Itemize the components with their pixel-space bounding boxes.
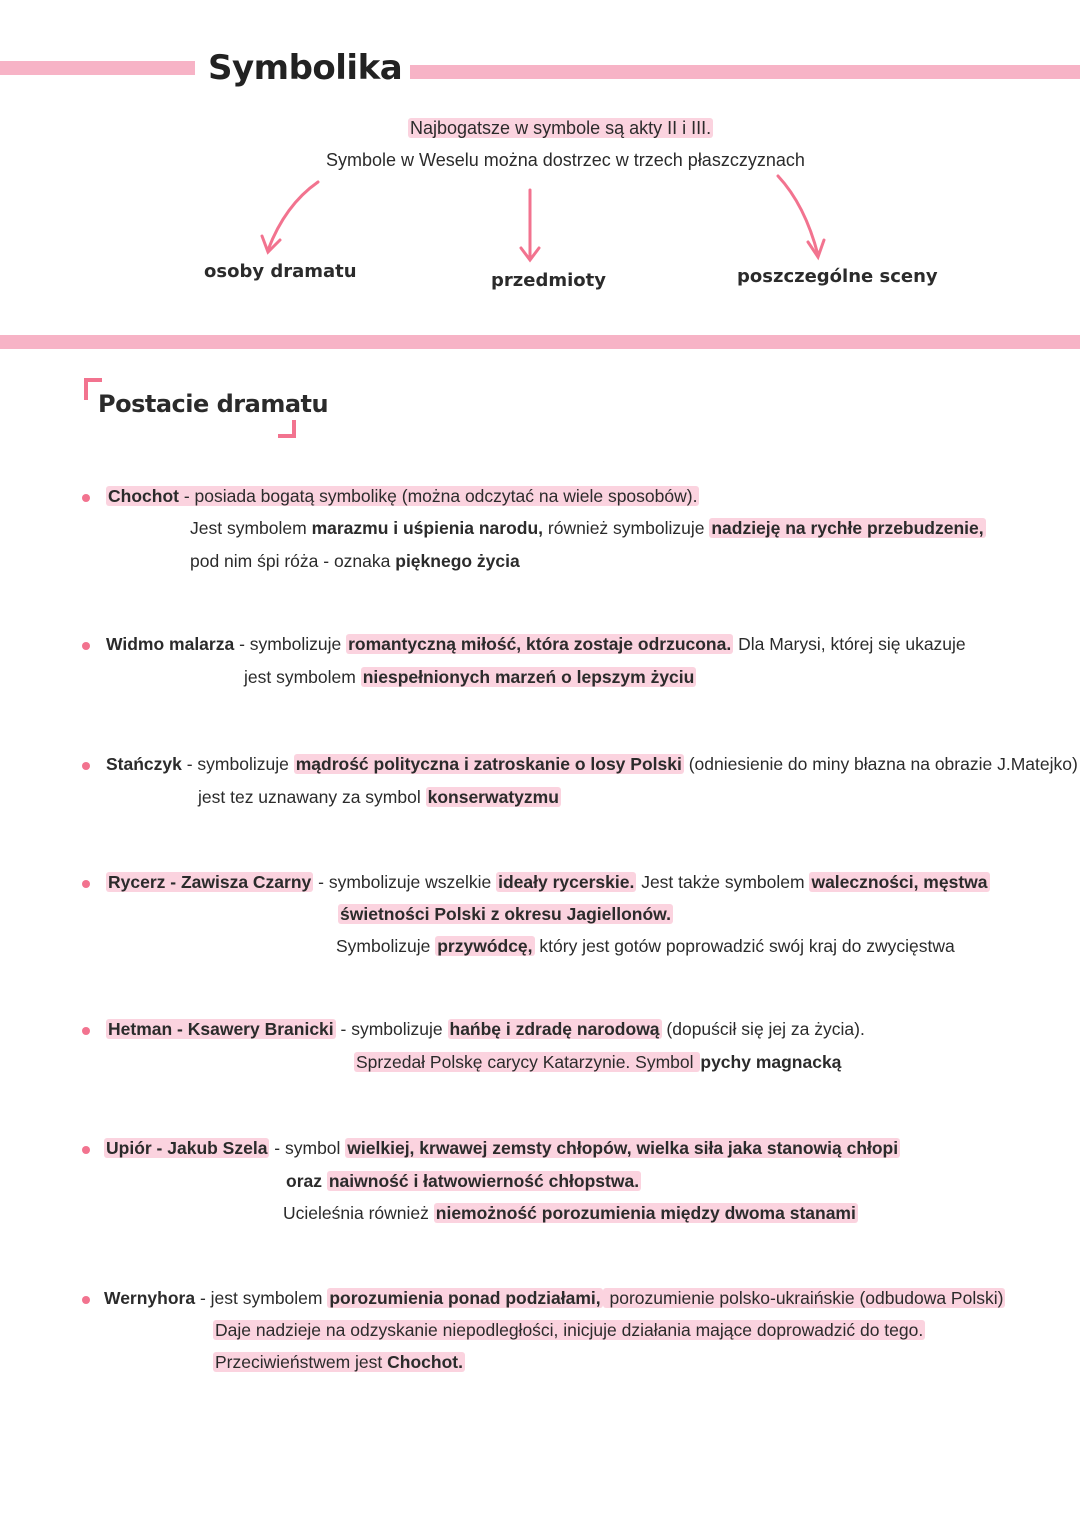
entry-wernyhora-line-3: Przeciwieństwem jest Chochot. xyxy=(215,1352,463,1372)
intro-line-2: Symbole w Weselu można dostrzec w trzech płaszczyznach xyxy=(326,150,805,170)
entry-upior-line-1: Upiór - Jakub Szela - symbol wielkiej, krwawej zemsty chłopów, wielka siła jaka stanowią chłopi xyxy=(106,1138,899,1158)
intro-line-1: Najbogatsze w symbole są akty II i III. xyxy=(410,118,712,138)
entry-upior-line-2: oraz naiwność i łatwowierność chłopstwa. xyxy=(286,1171,640,1191)
bullet xyxy=(82,1027,90,1035)
entry-hetman-line-1: Hetman - Ksawery Branicki - symbolizuje hańbę i zdradę narodową (dopuścił się jej za życia). xyxy=(108,1019,865,1039)
bullet xyxy=(82,642,90,650)
entry-chochot-line-1: Chochot - posiada bogatą symbolikę (można odczytać na wiele sposobów). xyxy=(108,486,698,506)
corner-bottom-right xyxy=(278,420,296,438)
section-title: Postacie dramatu xyxy=(98,390,329,418)
entry-upior-line-3: Ucieleśnia również niemożność porozumienia między dwoma stanami xyxy=(283,1203,856,1223)
entry-widmo-line-2: jest symbolem niespełnionych marzeń o lepszym życiu xyxy=(244,667,695,687)
entry-rycerz-line-3: Symbolizuje przywódcę, który jest gotów poprowadzić swój kraj do zwycięstwa xyxy=(336,936,955,956)
entry-stanczyk-line-1: Stańczyk - symbolizuje mądrość polityczna i zatroskanie o losy Polski (odniesienie do miny błazna na obrazie J.Matejko) xyxy=(106,754,1078,774)
branch-poszczegolne-sceny: poszczególne sceny xyxy=(737,266,938,287)
bullet xyxy=(82,1146,90,1154)
entry-chochot-line-3: pod nim śpi róża - oznaka pięknego życia xyxy=(190,551,520,571)
bullet xyxy=(82,1296,90,1304)
divider-band xyxy=(0,335,1080,349)
bullet xyxy=(82,762,90,770)
entry-hetman-line-2: Sprzedał Polskę carycy Katarzynie. Symbol pychy magnacką xyxy=(356,1052,842,1072)
entry-wernyhora-line-1: Wernyhora - jest symbolem porozumienia ponad podziałami, porozumienie polsko-ukraińskie (odbudowa Polski) xyxy=(104,1288,1004,1308)
arrow-left xyxy=(268,182,318,250)
entry-widmo-line-1: Widmo malarza - symbolizuje romantyczną miłość, która zostaje odrzucona. Dla Marysi, której się ukazuje xyxy=(106,634,966,654)
entry-rycerz-line-2: świetności Polski z okresu Jagiellonów. xyxy=(340,904,671,924)
entry-stanczyk-line-2: jest tez uznawany za symbol konserwatyzmu xyxy=(198,787,559,807)
branch-osoby-dramatu: osoby dramatu xyxy=(204,261,357,282)
bullet xyxy=(82,880,90,888)
entry-rycerz-line-1: Rycerz - Zawisza Czarny - symbolizuje wszelkie ideały rycerskie. Jest także symbolem waleczności, męstwa xyxy=(108,872,988,892)
arrow-right xyxy=(778,176,818,255)
branch-przedmioty: przedmioty xyxy=(491,270,606,291)
page-title: Symbolika xyxy=(200,48,410,88)
entry-chochot-line-2: Jest symbolem marazmu i uśpienia narodu, również symbolizuje nadzieję na rychłe przebudzenie, xyxy=(190,518,984,538)
entry-wernyhora-line-2: Daje nadzieje na odzyskanie niepodległości, inicjuje działania mające doprowadzić do tego. xyxy=(215,1320,924,1340)
bullet xyxy=(82,494,90,502)
